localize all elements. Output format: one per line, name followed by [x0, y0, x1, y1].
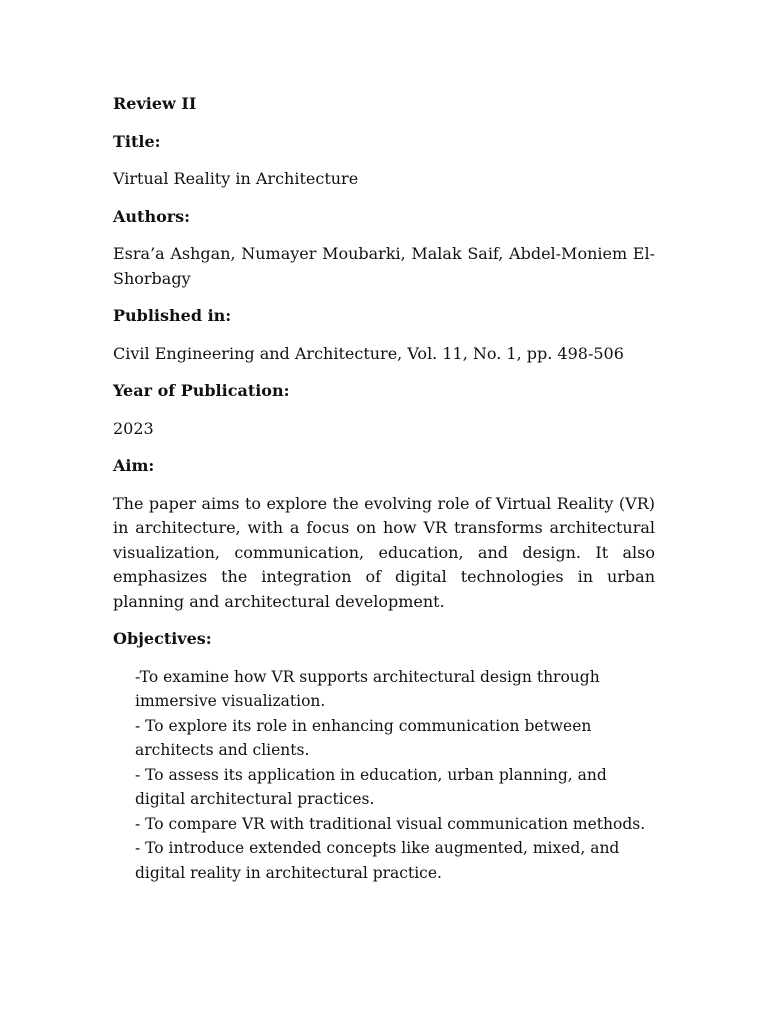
review-label: Review II — [113, 94, 197, 113]
objective-item: - To assess its application in education, urban planning, and digital architectural practices. — [135, 765, 607, 808]
aim-heading: Aim: — [113, 456, 155, 475]
objective-item: - To compare VR with traditional visual communication methods. — [135, 814, 646, 833]
objective-item: -To examine how VR supports architectural design through immersive visualization. — [135, 667, 600, 710]
year-heading: Year of Publication: — [113, 381, 290, 400]
objective-item: - To introduce extended concepts like augmented, mixed, and digital reality in architectural practice. — [135, 839, 620, 882]
publication-year: 2023 — [113, 418, 154, 438]
aim-text: The paper aims to explore the evolving role of Virtual Reality (VR) in architecture, with a focus on how VR transforms architectural visualization, communication, education, and design. It also emphasizes the integration of digital technologies in urban planning and architectural development. — [113, 493, 655, 611]
objectives-list — [113, 665, 655, 886]
authors-list: Esra’a Ashgan, Numayer Moubarki, Malak Saif, Abdel-Moniem El-Shorbagy — [113, 244, 655, 288]
published-heading: Published in: — [113, 306, 232, 325]
title-heading: Title: — [113, 131, 161, 151]
objectives-heading: Objectives: — [113, 629, 212, 648]
document-page — [113, 92, 655, 885]
authors-heading: Authors: — [113, 206, 191, 226]
publication-venue: Civil Engineering and Architecture, Vol. 11, No. 1, pp. 498-506 — [113, 343, 624, 363]
objective-item: - To explore its role in enhancing communication between architects and clients. — [135, 716, 592, 759]
paper-title: Virtual Reality in Architecture — [113, 169, 359, 188]
